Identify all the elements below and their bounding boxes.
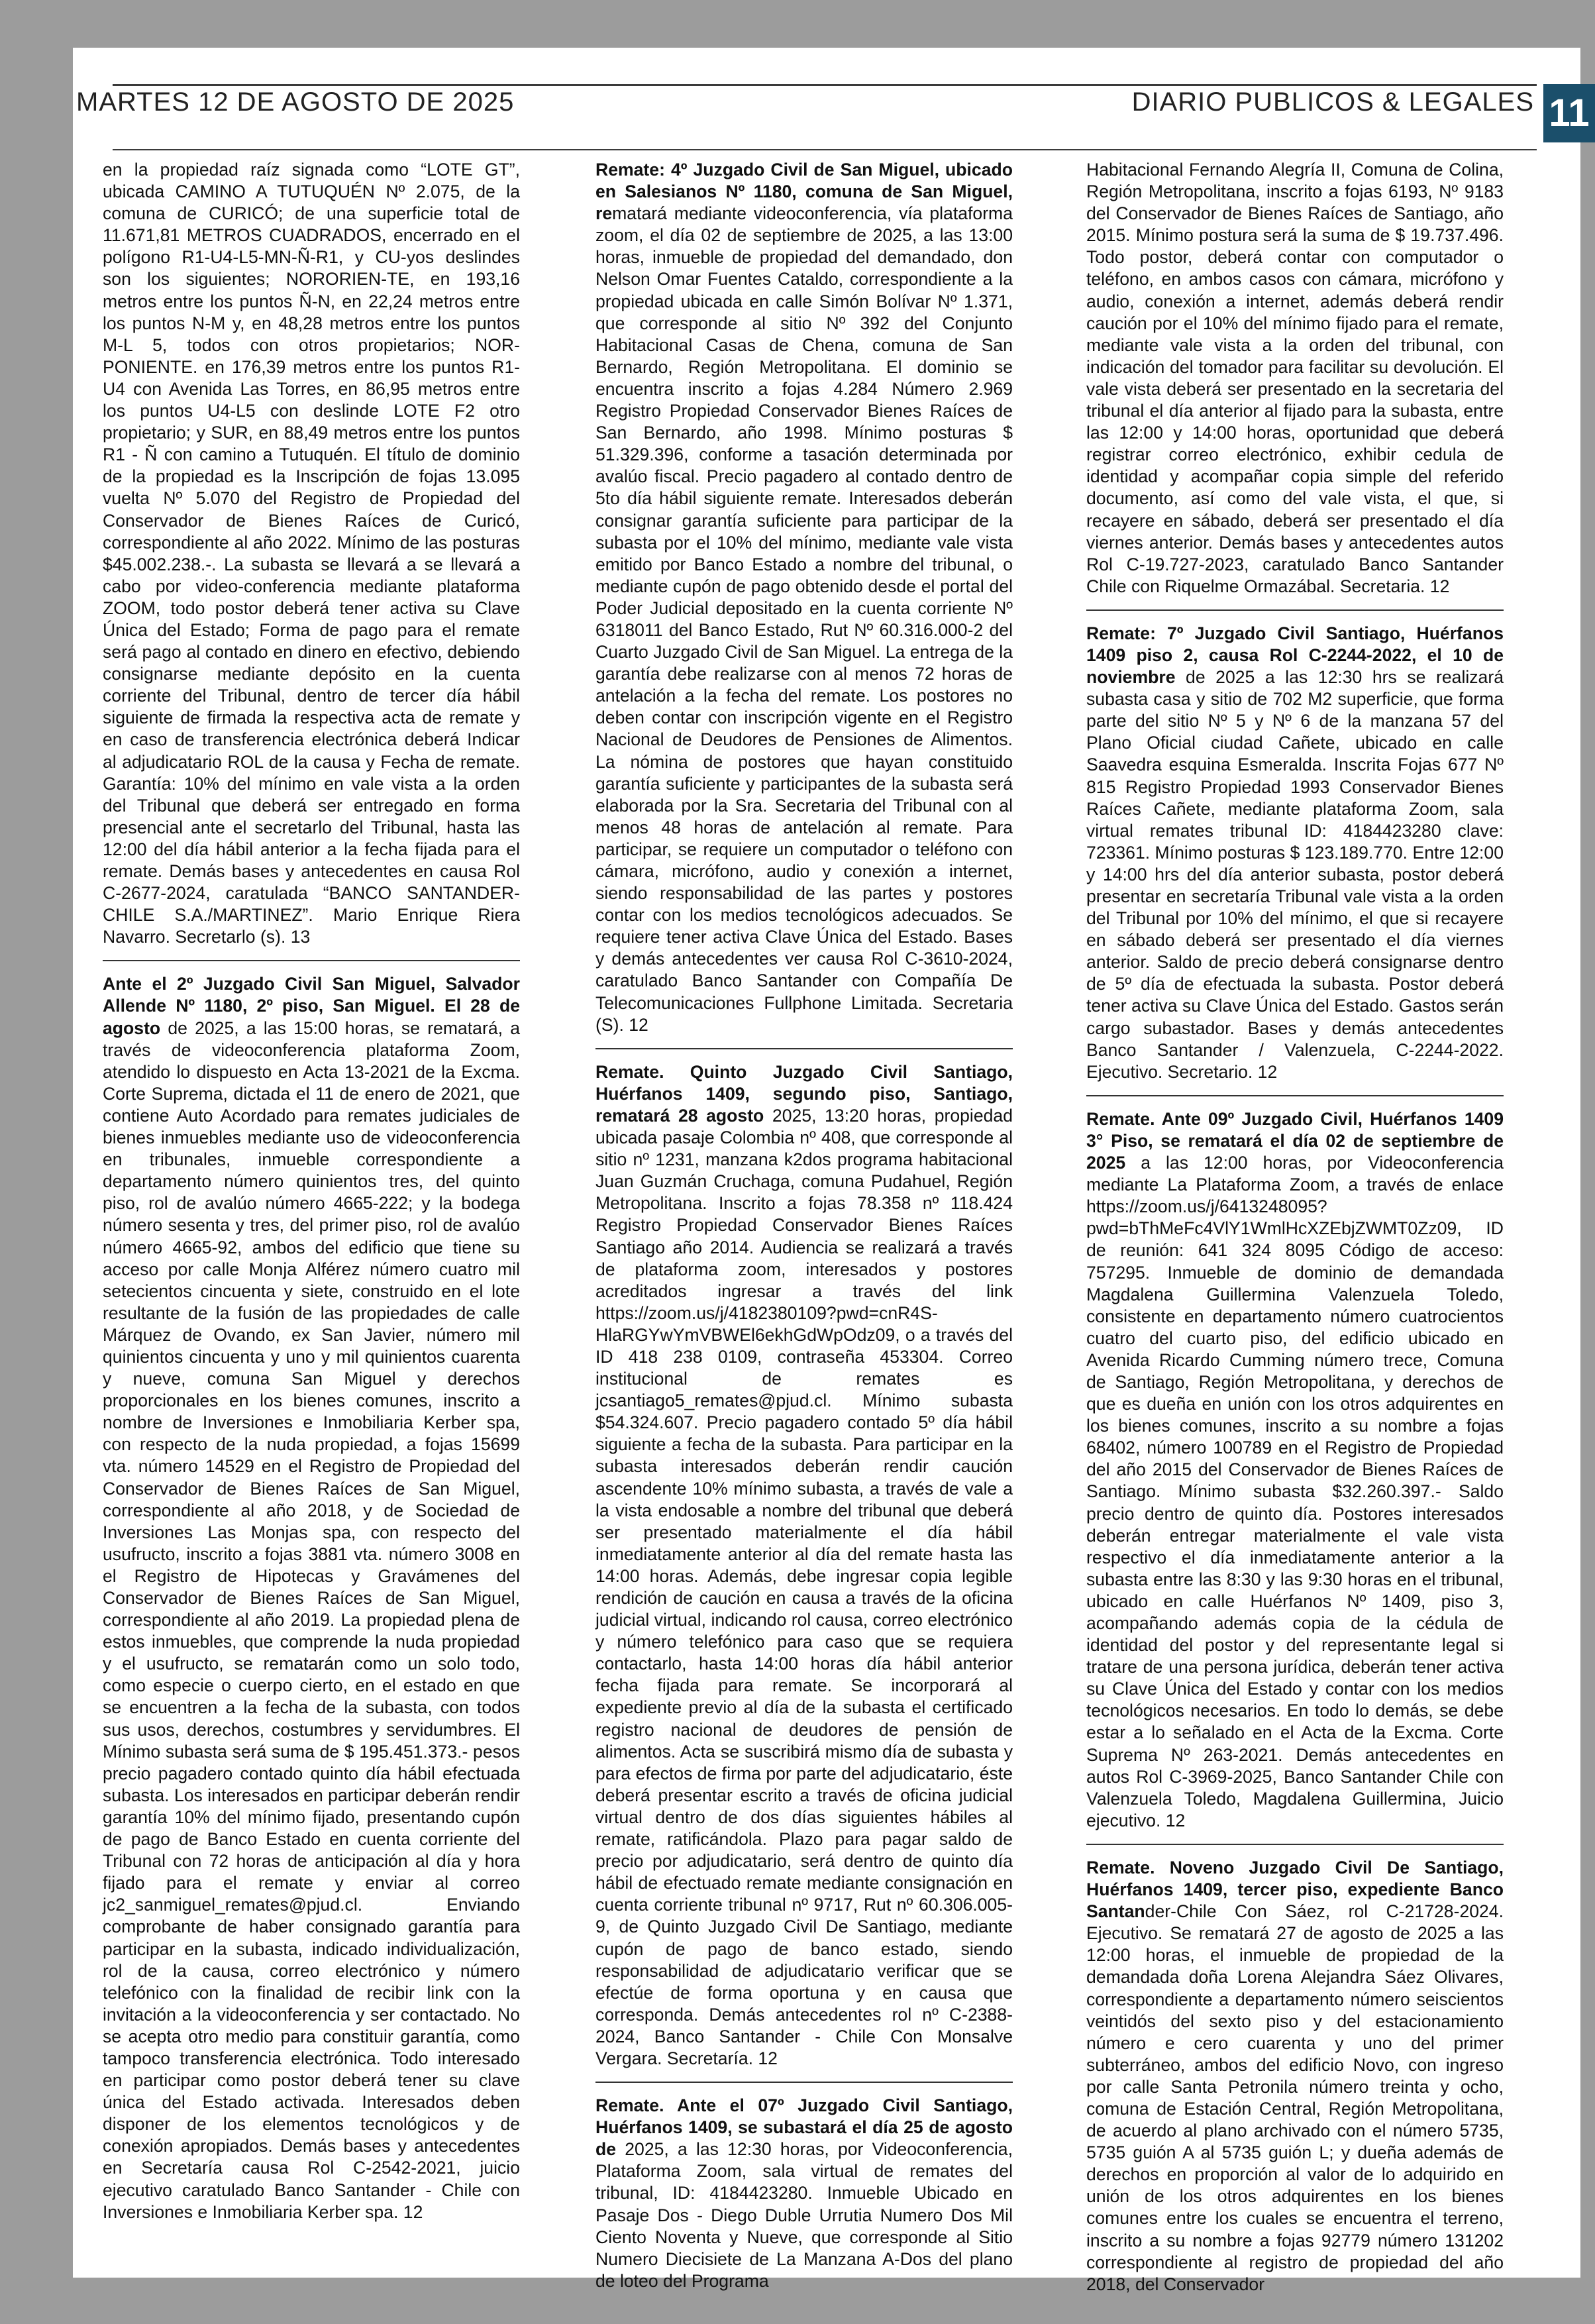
legal-notice: [595, 159, 1013, 1036]
notice-body: 2025, 13:20 horas, propiedad ubicada pasaje Colombia nº 408, que corresponde al sitio nº 1231, manzana k2dos programa habitacional Juan Guzmán Cruchaga, comuna Pudahuel, Región Metropolitana. Inscrito a fojas 78.358 nº 118.424 Registro Propiedad Conservador Bienes Raíces Santiago año 2014. Audiencia se realizará a través de plataforma zoom, interesados y postores acreditados ingresar a través del link https://zoom.us/j/4182380109?pwd=cnR4S-HlaRGYwYmVBWEl6ekhGdWpOdz09, o a través del ID 418 238 0109, contraseña 453304. Correo institucional de remates es jcsantiago5_remates@pjud.cl. Mínimo subasta $54.324.607. Precio pagadero contado 5º día hábil siguiente a fecha de la subasta. Para participar en la subasta interesados deberán rendir caución ascendente 10% mínimo subasta, a través de vale a la vista endosable a nombre del tribunal que deberá ser presentado materialmente el día hábil inmediatamente anterior al día del remate hasta las 14:00 horas. Además, debe ingresar copia legible rendición de caución en causa a través de la oficina judicial virtual, indicando rol causa, correo electrónico y número telefónico para caso que se requiera contactarlo, hasta 14:00 horas día hábil anterior fecha fijada para remate. Se incorporará al expediente previo al día de la subasta el certificado registro nacional de deudores de pensión de alimentos. Acta se suscribirá mismo día de subasta y para efectos de firma por parte del adjudicatario, éste deberá presentar escrito a través de oficina judicial virtual dentro de dos días siguientes hábiles al remate, ratificándola. Plazo para pagar saldo de precio por adjudicatario, será dentro de quinto día hábil de efectuado remate mediante consignación en cuenta corriente tribunal nº 9717, Rut nº 60.306.005-9, de Quinto Juzgado Civil De Santiago, mediante cupón de pago de banco estado, siendo responsabilidad de adjudicatario verificar que se efectúe de forma oportuna y en causa que corresponda. Demás antecedentes rol nº C-2388-2024, Banco Santander - Chile Con Monsalve Vergara. Secretaría. 12: [595, 1105, 1013, 2068]
notice-heading: Remate. Ante 09º Juzgado Civil, Huérfanos 1409 3° Piso, se rematará el día 02 de septiembre de 2025: [1086, 1108, 1504, 1173]
notice-heading: Ante el 2º Juzgado Civil San Miguel, Salvador Allende Nº 1180, 2º piso, San Miguel. El 28 de agosto: [103, 974, 520, 1038]
notice-body: der-Chile Con Sáez, rol C-21728-2024. Ejecutivo. Se rematará 27 de agosto de 2025 a las 12:00 horas, el inmueble de propiedad de la demandada doña Lorena Alejandra Sáez Olivares, correspondiente a departamento número seiscientos veintidós del sexto piso y del estacionamiento número e cero cuarenta y uno del primer subterráneo, ambos del edificio Novo, con ingreso por calle Santa Petronila número treinta y ocho, comuna de Estación Central, Región Metropolitana, de acuerdo al plano archivado con el número 5735, 5735 guión A al 5735 guión L; y dueña además de derechos en proporción al valor de lo adquirido en unión de los otros adquirentes en los bienes comunes entre los cuales se encuentra el terreno, inscrito a su nombre a fojas 92779 número 131202 correspondiente al registro de propiedad del año 2018, del Conservador: [1086, 1901, 1504, 2294]
legal-notices-content: [103, 159, 1504, 2294]
notice-body: Habitacional Fernando Alegría II, Comuna de Colina, Región Metropolitana, inscrito a fojas 6193, Nº 9183 del Conservador de Bienes Raíces de Santiago, año 2015. Mínimo postura será la suma de $ 19.737.496. Todo postor, deberá contar con computador o teléfono, en ambos casos con cámara, micrófono y audio, conexión a internet, además deberá rendir caución por el 10% del mínimo fijado para el remate, mediante vale vista a la orden del tribunal, con indicación del tomador para facilitar su devolución. El vale vista deberá ser presentado en la secretaria del tribunal el día anterior al fijado para la subasta, entre las 12:00 y 14:00 horas, oportunidad que deberá registrar correo electrónico, exhibir cedula de identidad y acompañar copia simple del referido documento, así como del vale vista, el que, si recayere en sábado, deberá ser presentado el día viernes anterior. Demás bases y antecedentes autos Rol C-19.727-2023, caratulado Banco Santander Chile con Riquelme Ormazábal. Secretaria. 12: [1086, 160, 1504, 596]
column-2: [595, 159, 1013, 2291]
legal-notice: [1086, 159, 1504, 598]
legal-notice: [103, 159, 520, 948]
notice-body: en la propiedad raíz signada como “LOTE GT”, ubicada CAMINO A TUTUQUÉN Nº 2.075, de la comuna de CURICÓ; de una superficie total de 11.671,81 METROS CUADRADOS, encerrado en el polígono R1-U4-L5-MN-Ñ-R1, y CU-yos deslindes son los siguientes; NORORIEN-TE, en 193,16 metros entre los puntos Ñ-N, en 22,24 metros entre los puntos N-M y, en 48,28 metros entre los puntos M-L 5, todos con otros propietarios; NOR-PONIENTE. en 176,39 metros entre los puntos R1-U4 con Avenida Las Torres, en 86,95 metros entre los puntos U4-L5 con deslinde LOTE F2 otro propietario; y SUR, en 88,49 metros entre los puntos R1 - Ñ con camino a Tutuquén. El título de dominio de la propiedad es la Inscripción de fojas 13.095 vuelta Nº 5.070 del Registro de Propiedad del Conservador de Bienes Raíces de Curicó, correspondiente al año 2022. Mínimo de las posturas $45.002.238.-. La subasta se llevará a se llevará a cabo por video-conferencia mediante plataforma ZOOM, todo postor deberá tener activa su Clave Única del Estado; Forma de pago para el remate será pago al contado en dinero en efectivo, debiendo consignarse mediante depósito en la cuenta corriente del Tribunal, dentro de tercer día hábil siguiente de firmada la respectiva acta de remate y en caso de transferencia electrónica deberá Indicar al adjudicatario ROL de la causa y Fecha de remate. Garantía: 10% del mínimo en vale vista a la orden del Tribunal que deberá ser entregado en forma presencial ante el secretarlo del Tribunal, hasta las 12:00 del día hábil anterior a la fecha fijada para el remate. Demás bases y antecedentes en causa Rol C-2677-2024, caratulada “BANCO SANTANDER-CHILE S.A./MARTINEZ”. Mario Enrique Riera Navarro. Secretarlo (s). 13: [103, 160, 520, 947]
notice-heading: Remate. Quinto Juzgado Civil Santiago, Huérfanos 1409, segundo piso, Santiago, rematará 28 agosto: [595, 1061, 1013, 1126]
legal-notice: [595, 1061, 1013, 2070]
notice-divider: [103, 960, 520, 961]
notice-divider: [595, 1048, 1013, 1049]
page-number-badge: 11: [1543, 84, 1595, 142]
notice-divider: [1086, 609, 1504, 611]
notice-heading: Remate: 4º Juzgado Civil de San Miguel, ubicado en Salesianos Nº 1180, comuna de San Miguel, re: [595, 160, 1013, 224]
notice-body: matará mediante videoconferencia, vía plataforma zoom, el día 02 de septiembre de 2025, a las 13:00 horas, inmueble de propiedad del demandado, don Nelson Omar Fuentes Cataldo, correspondiente a la propiedad ubicada en calle Simón Bolívar Nº 1.371, que corresponde al sitio Nº 392 del Conjunto Habitacional Casas de Chena, comuna de San Bernardo, Región Metropolitana. El dominio se encuentra inscrito a fojas 4.284 Número 2.969 Registro Propiedad Conservador Bienes Raíces de San Bernardo, año 1998. Mínimo posturas $ 51.329.396, conforme a tasación determinada por avalúo fiscal. Precio pagadero al contado dentro de 5to día hábil siguiente remate. Interesados deberán consignar garantía suficiente para participar de la subasta por el 10% del mínimo, mediante vale vista emitido por Banco Estado a nombre del tribunal, o mediante cupón de pago obtenido desde el portal del Poder Judicial depositado en la cuenta corriente Nº 6318011 del Banco Estado, Rut Nº 60.316.000-2 del Cuarto Juzgado Civil de San Miguel. La entrega de la garantía debe realizarse con al menos 72 horas de antelación a la fecha del remate. Los postores no deben contar con inscripción vigente en el Registro Nacional de Deudores de Pensiones de Alimentos. La nómina de postores que hayan constituido garantía suficiente y participantes de la subasta será elaborada por la Sra. Secretaria del Tribunal con al menos 48 horas de antelación al remate. Para participar, se requiere un computador o teléfono con cámara, micrófono, audio y conexión a internet, siendo responsabilidad de las partes y postores contar con los medios tecnológicos adecuados. Se requiere tener activa Clave Única del Estado. Bases y demás antecedentes ver causa Rol C-3610-2024, caratulado Banco Santander con Compañía De Telecomunicaciones Fullphone Limitada. Secretaria (S). 12: [595, 203, 1013, 1035]
notice-body: de 2025, a las 15:00 horas, se rematará, a través de videoconferencia plataforma Zoom, atendido lo dispuesto en Acta 13-2021 de la Excma. Corte Suprema, dictada el 11 de enero de 2021, que contiene Auto Acordado para remates judiciales de bienes inmuebles mediante uso de videoconferencia en tribunales, inmueble correspondiente a departamento número quinientos tres, del quinto piso, rol de avalúo número 4665-222; y la bodega número sesenta y tres, del primer piso, rol de avalúo número 4665-92, ambos del edificio que tiene su acceso por calle Monja Alférez número cuatro mil setecientos cincuenta y siete, construido en el lote resultante de la fusión de las propiedades de calle Márquez de Ovando, ex San Javier, número mil quinientos cincuenta y uno y mil quinientos cuarenta y nueve, comuna San Miguel y derechos proporcionales en los bienes comunes, inscrito a nombre de Inversiones e Inmobiliaria Kerber spa, con respecto de la nuda propiedad, a fojas 15699 vta. número 14529 en el Registro de Propiedad del Conservador de Bienes Raíces de San Miguel, correspondiente al año 2018, y de Sociedad de Inversiones Las Monjas spa, con respecto del usufructo, inscrito a fojas 3881 vta. número 3008 en el Registro de Hipotecas y Gravámenes del Conservador de Bienes Raíces de San Miguel, correspondiente al año 2019. La propiedad plena de estos inmuebles, que comprende la nuda propiedad y el usufructo, se rematarán como un solo todo, como especie o cuerpo cierto, en el estado en que se encuentren a la fecha de la subasta, con todos sus usos, derechos, costumbres y servidumbres. El Mínimo subasta será suma de $ 195.451.373.- pesos precio pagadero contado quinto día hábil efectuada subasta. Los interesados en participar deberán rendir garantía 10% del mínimo fijado, presentando cupón de pago de Banco Estado en cuenta corriente del Tribunal con 72 horas de anticipación al día y hora fijado para el remate y enviar al correo jc2_sanmiguel_remates@pjud.cl. Enviando comprobante de haber consignado garantía para participar en la subasta, indicado individualización, rol de la causa, correo electrónico y número telefónico con la finalidad de recibir link con la invitación a la videoconferencia y ser contactado. No se acepta otro medio para constituir garantía, como tampoco transferencia electrónica. Todo interesado en participar como postor deberá tener su clave única del Estado activada. Interesados deben disponer de los elementos tecnológicos y de conexión apropiados. Demás bases y antecedentes en Secretaría causa Rol C-2542-2021, juicio ejecutivo caratulado Banco Santander - Chile con Inversiones e Inmobiliaria Kerber spa. 12: [103, 1018, 520, 2222]
legal-notice: [595, 2095, 1013, 2292]
header-publication-title: DIARIO PUBLICOS & LEGALES: [1131, 87, 1534, 117]
column-1: [103, 159, 520, 2239]
notice-body: 2025, a las 12:30 horas, por Videoconferencia, Plataforma Zoom, sala virtual de remates del tribunal, ID: 4184423280. Inmueble Ubicado en Pasaje Dos - Diego Duble Urrutia Numero Dos Mil Ciento Noventa y Nueve, que corresponde al Sitio Numero Diecisiete de La Manzana A-Dos del plano de loteo del Programa: [595, 2139, 1013, 2291]
notice-body: de 2025 a las 12:30 hrs se realizará subasta casa y sitio de 702 M2 superficie, que forma parte del sitio Nº 5 y Nº 6 de la manzana 57 del Plano Oficial ciudad Cañete, ubicado en calle Saavedra esquina Esmeralda. Inscrita Fojas 677 Nº 815 Registro Propiedad 1993 Conservador Bienes Raíces Cañete, mediante plataforma Zoom, sala virtual remates tribunal ID: 4184423280 clave: 723361. Mínimo posturas $ 123.189.770. Entre 12:00 y 14:00 hrs del día anterior subasta, postor deberá presentar en secretaría Tribunal vale vista a la orden del Tribunal por 10% del mínimo, el que si recayere en sábado deberá ser presentado el día viernes anterior. Saldo de precio deberá consignarse dentro de 5º día de efectuada la subasta. Postor deberá tener activa su Clave Única del Estado. Gastos serán cargo subastador. Bases y demás antecedentes Banco Santander / Valenzuela, C-2244-2022. Ejecutivo. Secretario. 12: [1086, 667, 1504, 1082]
legal-notice: [1086, 1108, 1504, 1832]
notice-body: a las 12:00 horas, por Videoconferencia mediante La Plataforma Zoom, a través de enlace https://zoom.us/j/6413248095?pwd=bThMeFc4VlY1WmlHcXZEbjZWMT0Zz09, ID de reunión: 641 324 8095 Código de acceso: 757295. Inmueble de dominio de demandada Magdalena Guillermina Valenzuela Toledo, consistente en departamento número cuatrocientos cuatro del cuarto piso, del edificio ubicado en Avenida Ricardo Cumming número trece, Comuna de Santiago, Región Metropolitana, y derechos de que es dueña en unión con los otros adquirentes en los bienes comunes, inscrito a su nombre a fojas 68402, número 100789 en el Registro de Propiedad del año 2015 del Conservador de Bienes Raíces de Santiago. Mínimo subasta $32.260.397.- Saldo precio dentro de quinto día. Postores interesados deberán entregar materialmente el vale vista respectivo el día inmediatamente anterior a la subasta entre las 8:30 y las 9:30 horas en el tribunal, ubicado en calle Huérfanos Nº 1409, piso 3, acompañando además copia de la cédula de identidad del postor y del representante legal si tratare de una persona jurídica, deberán tener activa su Clave Única del Estado y contar con los medios tecnológicos necesarios. En todo lo demás, se debe estar a lo señalado en el Acta de la Excma. Corte Suprema Nº 263-2021. Demás antecedentes en autos Rol C-3969-2025, Banco Santander Chile con Valenzuela Toledo, Magdalena Guillermina, Juicio ejecutivo. 12: [1086, 1153, 1504, 1830]
notice-heading: Remate: 7º Juzgado Civil Santiago, Huérfanos 1409 piso 2, causa Rol C-2244-2022, el 10 de noviembre: [1086, 623, 1504, 688]
notice-divider: [1086, 1844, 1504, 1845]
notice-heading: Remate. Noveno Juzgado Civil De Santiago, Huérfanos 1409, tercer piso, expediente Banco Santan: [1086, 1857, 1504, 1922]
notice-heading: Remate. Ante el 07º Juzgado Civil Santiago, Huérfanos 1409, se subastará el día 25 de agosto de: [595, 2095, 1013, 2160]
notice-divider: [1086, 1095, 1504, 1096]
column-3: [1086, 159, 1504, 2294]
notice-divider: [595, 2082, 1013, 2083]
legal-notice: [1086, 623, 1504, 1083]
header-date: MARTES 12 DE AGOSTO DE 2025: [76, 87, 515, 117]
legal-notice: [1086, 1857, 1504, 2296]
legal-notice: [103, 973, 520, 2223]
